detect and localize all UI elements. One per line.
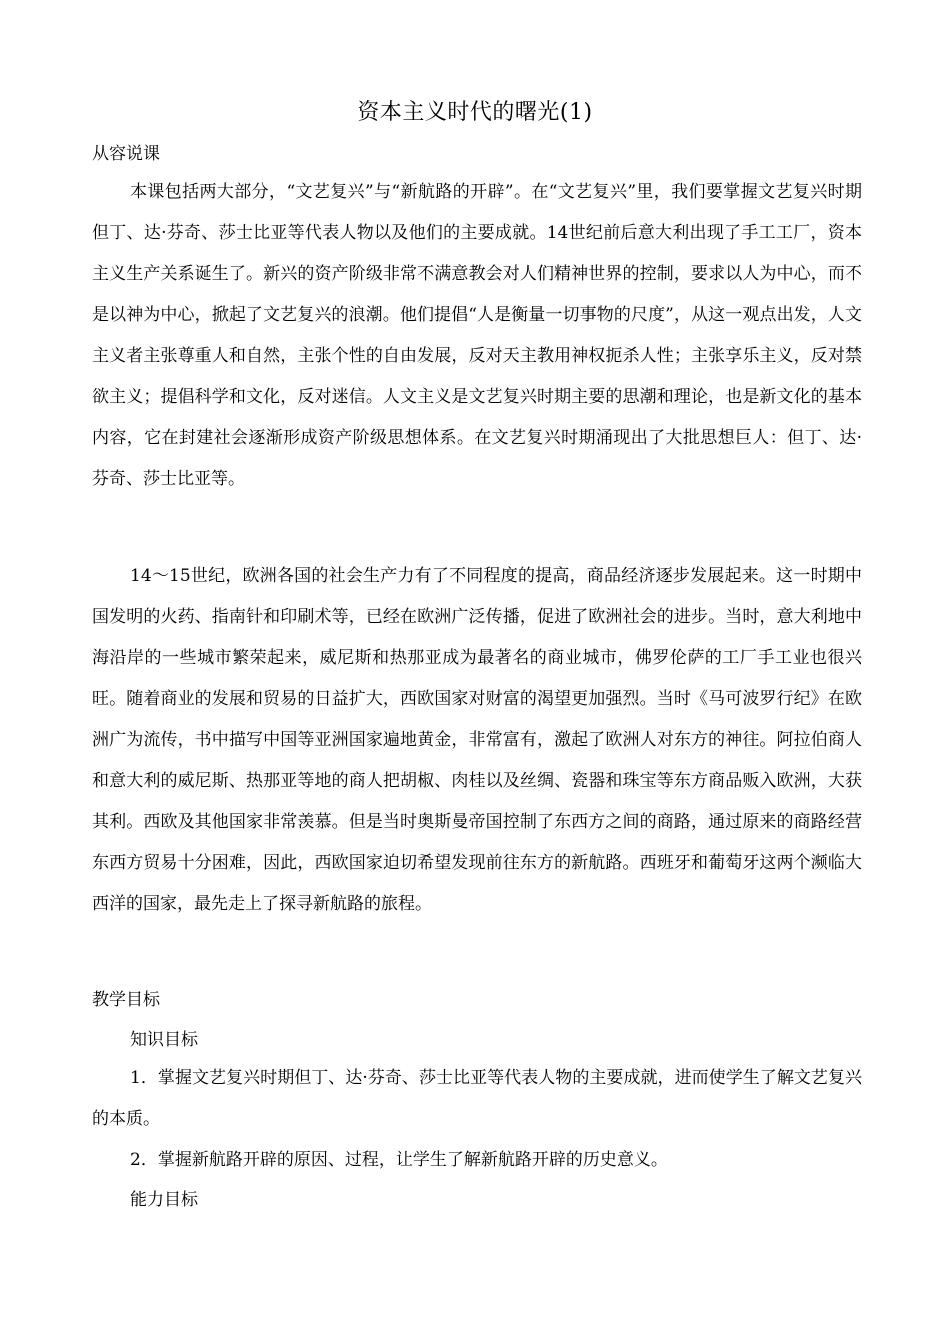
goal-item-2: 2．掌握新航路开辟的原因、过程，让学生了解新航路开辟的历史意义。	[130, 1150, 668, 1170]
section-heading-lesson-intro: 从容说课	[92, 144, 160, 164]
subheading-knowledge-goals: 知识目标	[130, 1030, 198, 1050]
paragraph-renaissance: 本课包括两大部分，“文艺复兴”与“新航路的开辟”。在“文艺复兴”里，我们要掌握文艺复兴时期但丁、达·芬奇、莎士比亚等代表人物以及他们的主要成就。14世纪前后意大利出现了手工工厂，资本主义生产关系诞生了。新兴的资产阶级非常不满意教会对人们精神世界的控制，要求以人为中心，而不是以神为中心，掀起了文艺复兴的浪潮。他们提倡“人是衡量一切事物的尺度”，从这一观点出发，人文主义者主张尊重人和自然，主张个性的自由发展，反对天主教用神权扼杀人性；主张享乐主义，反对禁欲主义；提倡科学和文化，反对迷信。人文主义是文艺复兴时期主要的思潮和理论，也是新文化的基本内容，它在封建社会逐渐形成资产阶级思想体系。在文艺复兴时期涌现出了大批思想巨人：但丁、达·芬奇、莎士比亚等。	[92, 182, 862, 489]
paragraph-new-sea-route: 14～15世纪，欧洲各国的社会生产力有了不同程度的提高，商品经济逐步发展起来。这一时期中国发明的火药、指南针和印刷术等，已经在欧洲广泛传播，促进了欧洲社会的进步。当时，意大利地中海沿岸的一些城市繁荣起来，威尼斯和热那亚成为最著名的商业城市，佛罗伦萨的工厂手工业也很兴旺。随着商业的发展和贸易的日益扩大，西欧国家对财富的渴望更加强烈。当时《马可波罗行纪》在欧洲广为流传，书中描写中国等亚洲国家遍地黄金，非常富有，激起了欧洲人对东方的神往。阿拉伯商人和意大利的威尼斯、热那亚等地的商人把胡椒、肉桂以及丝绸、瓷器和珠宝等东方商品贩入欧洲，大获其利。西欧及其他国家非常羡慕。但是当时奥斯曼帝国控制了东西方之间的商路，通过原来的商路经营东西方贸易十分困难，因此，西欧国家迫切希望发现前往东方的新航路。西班牙和葡萄牙这两个濒临大西洋的国家，最先走上了探寻新航路的旅程。	[92, 566, 862, 914]
section-heading-teaching-goals: 教学目标	[92, 990, 160, 1010]
subheading-ability-goals: 能力目标	[130, 1190, 198, 1210]
goal-item-1: 1．掌握文艺复兴时期但丁、达·芬奇、莎士比亚等代表人物的主要成就，进而使学生了解文艺复兴的本质。	[92, 1068, 862, 1129]
document-title: 资本主义时代的曙光(1)	[357, 100, 593, 125]
